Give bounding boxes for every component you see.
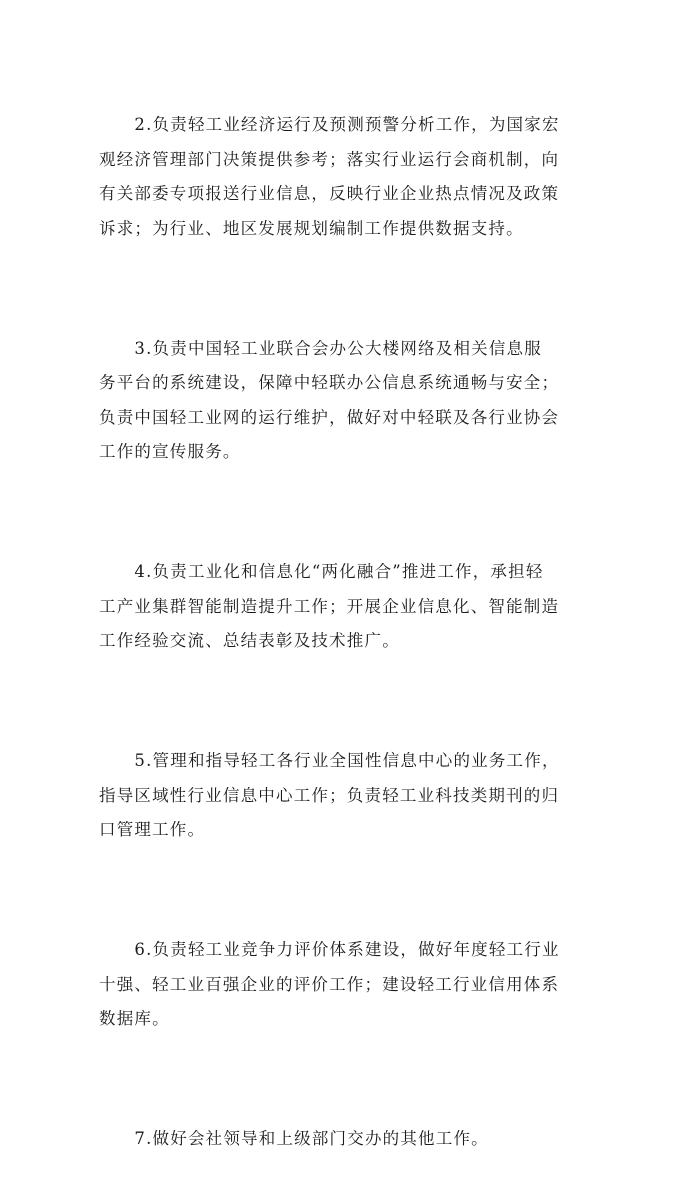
- list-item: [99, 899, 579, 1072]
- list-item-text: 7.做好会社领导和上级部门交办的其他工作。: [99, 1129, 489, 1148]
- list-item: [99, 521, 579, 694]
- list-item-text: 5.管理和指导轻工各行业全国性信息中心的业务工作， 指导区域性行业信息中心工作；负责轻工业科技类期刊的归 口管理工作。: [99, 751, 560, 839]
- list-item: [99, 74, 579, 281]
- list-item-text: 2.负责轻工业经济运行及预测预警分析工作，为国家宏 观经济管理部门决策提供参考；落实行业运行会商机制，向 有关部委专项报送行业信息，反映行业企业热点情况及政策 诉求；为行业、地区发展规划编制工作提供数据支持。: [99, 115, 560, 238]
- list-item: [99, 1088, 579, 1192]
- list-item: [99, 710, 579, 883]
- list-item-text: 3.负责中国轻工业联合会办公大楼网络及相关信息服 务平台的系统建设，保障中轻联办公信息系统通畅与安全； 负责中国轻工业网的运行维护，做好对中轻联及各行业协会 工作的宣传服务。: [99, 338, 560, 461]
- responsibility-list: [99, 57, 579, 1199]
- list-item-text: 4.负责工业化和信息化“两化融合”推进工作，承担轻 工产业集群智能制造提升工作；开展企业信息化、智能制造 工作经验交流、总结表彰及技术推广。: [99, 562, 560, 650]
- list-item-text: 6.负责轻工业竞争力评价体系建设，做好年度轻工行业 十强、轻工业百强企业的评价工作；建设轻工行业信用体系 数据库。: [99, 940, 560, 1028]
- list-item: [99, 297, 579, 504]
